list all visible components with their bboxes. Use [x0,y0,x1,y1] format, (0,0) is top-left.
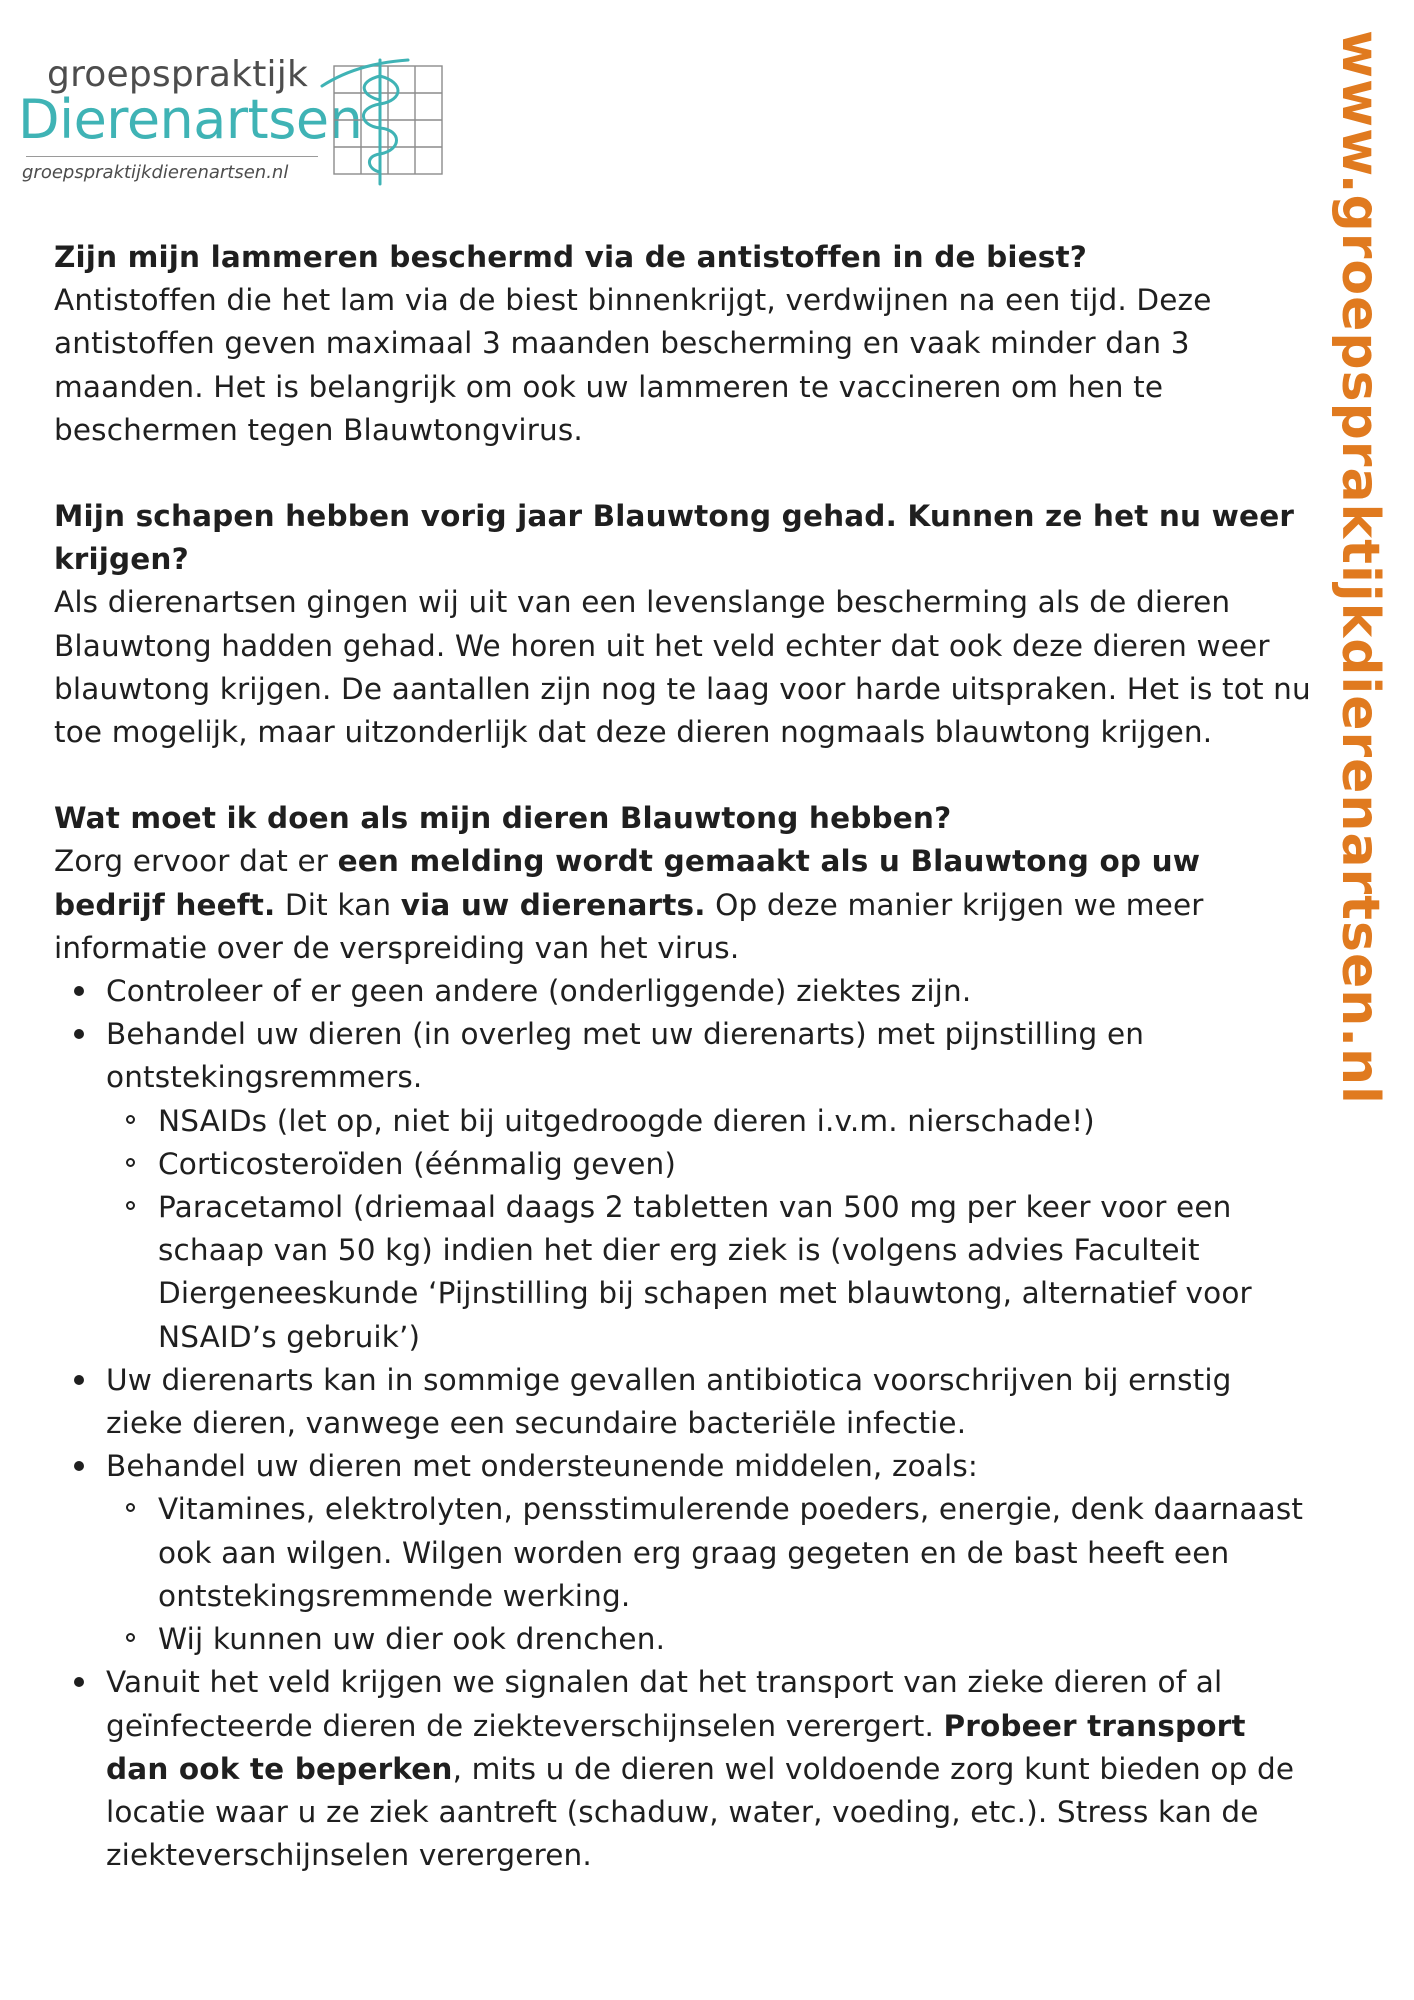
list-item [54,1013,1314,1359]
logo [18,26,458,183]
section-body: Antistoffen die het lam via de biest binnenkrijgt, verdwijnen na een tijd. Deze antistoffen geven maximaal 3 maanden bescherming en vaak minder dan 3 maanden. Het is belangrijk om ook uw lammeren te vaccineren om hen te beschermen tegen Blauwtongvirus. [54,283,1212,447]
list-item: Controleer of er geen andere (onderliggende) ziektes zijn. [54,970,1314,1013]
logo-main-text: Dierenartsen [18,88,363,151]
intro-text: Op deze manier krijgen we meer informatie over de verspreiding van het virus. [54,887,1204,965]
list-item-text: , mits u de dieren wel voldoende zorg kunt bieden op de locatie waar u ze ziek aantreft (schaduw, water, voeding, etc.). Stress kan de ziekteverschijnselen verergeren. [106,1751,1295,1873]
sub-list-item: Paracetamol (driemaal daags 2 tabletten van 500 mg per keer voor een schaap van 50 kg) indien het dier erg ziek is (volgens advies Faculteit Diergeneeskunde ‘Pijnstilling bij schapen met blauwtong, alternatief voor NSAID’s gebruik’) [106,1186,1314,1359]
list-item-bold-text: Probeer transport dan ook te beperken [106,1708,1246,1786]
list-item [54,1661,1314,1877]
sub-list [106,1488,1314,1661]
intro-bold-text: via uw dierenarts. [400,887,706,922]
sub-list-item: Vitamines, elektrolyten, pensstimulerende poeders, energie, denk daarnaast ook aan wilgen. Wilgen worden erg graag gegeten en de bast heeft een ontstekingsremmende werking. [106,1488,1314,1618]
side-website-url: www.groepspraktijkdierenartsen.nl [1330,30,1390,1105]
logo-divider [26,156,318,157]
intro-bold-text: een melding wordt gemaakt als u Blauwtong op uw bedrijf heeft. [54,844,1201,922]
list-item-text: Behandel uw dieren met ondersteunende middelen, zoals: [106,1449,978,1484]
section-heading: Mijn schapen hebben vorig jaar Blauwtong gehad. Kunnen ze het nu weer krijgen? [54,499,1295,577]
document-content [54,236,1314,1877]
section-heading: Wat moet ik doen als mijn dieren Blauwtong hebben? [54,801,952,836]
faq-reinfection [54,495,1314,754]
intro-text: Zorg ervoor dat er [54,844,338,879]
section-intro [54,840,1314,970]
list-item: Uw dierenarts kan in sommige gevallen antibiotica voorschrijven bij ernstig zieke dieren, vanwege een secundaire bacteriële infectie. [54,1359,1314,1445]
sub-list-item: Wij kunnen uw dier ook drenchen. [106,1618,1314,1661]
faq-lambs-antibodies [54,236,1314,452]
logo-top-text: groepspraktijk [47,54,308,95]
list-item-text: Behandel uw dieren (in overleg met uw dierenarts) met pijnstilling en ontstekingsremmers. [106,1017,1145,1095]
section-body: Als dierenartsen gingen wij uit van een levenslange bescherming als de dieren Blauwtong hadden gehad. We horen uit het veld echter dat ook deze dieren weer blauwtong krijgen. De aantallen zijn nog te laag voor harde uitspraken. Het is tot nu toe mogelijk, maar uitzonderlijk dat deze dieren nogmaals blauwtong krijgen. [54,585,1311,750]
sub-list-item: Corticosteroïden (éénmalig geven) [106,1143,1314,1186]
logo-url-text: groepspraktijkdierenartsen.nl [22,162,289,183]
sub-list [106,1100,1314,1359]
list-item [54,1445,1314,1661]
faq-what-to-do [54,797,1314,1877]
sub-list-item: NSAIDs (let op, niet bij uitgedroogde dieren i.v.m. nierschade!) [106,1100,1314,1143]
section-heading: Zijn mijn lammeren beschermd via de antistoffen in de biest? [54,240,1088,274]
intro-text: Dit kan [275,887,401,922]
list-item-text: Vanuit het veld krijgen we signalen dat het transport van zieke dieren of al geïnfecteerde dieren de ziekteverschijnselen verergert. [106,1665,1223,1743]
action-list [54,970,1314,1877]
caduceus-grid-icon [320,56,452,188]
